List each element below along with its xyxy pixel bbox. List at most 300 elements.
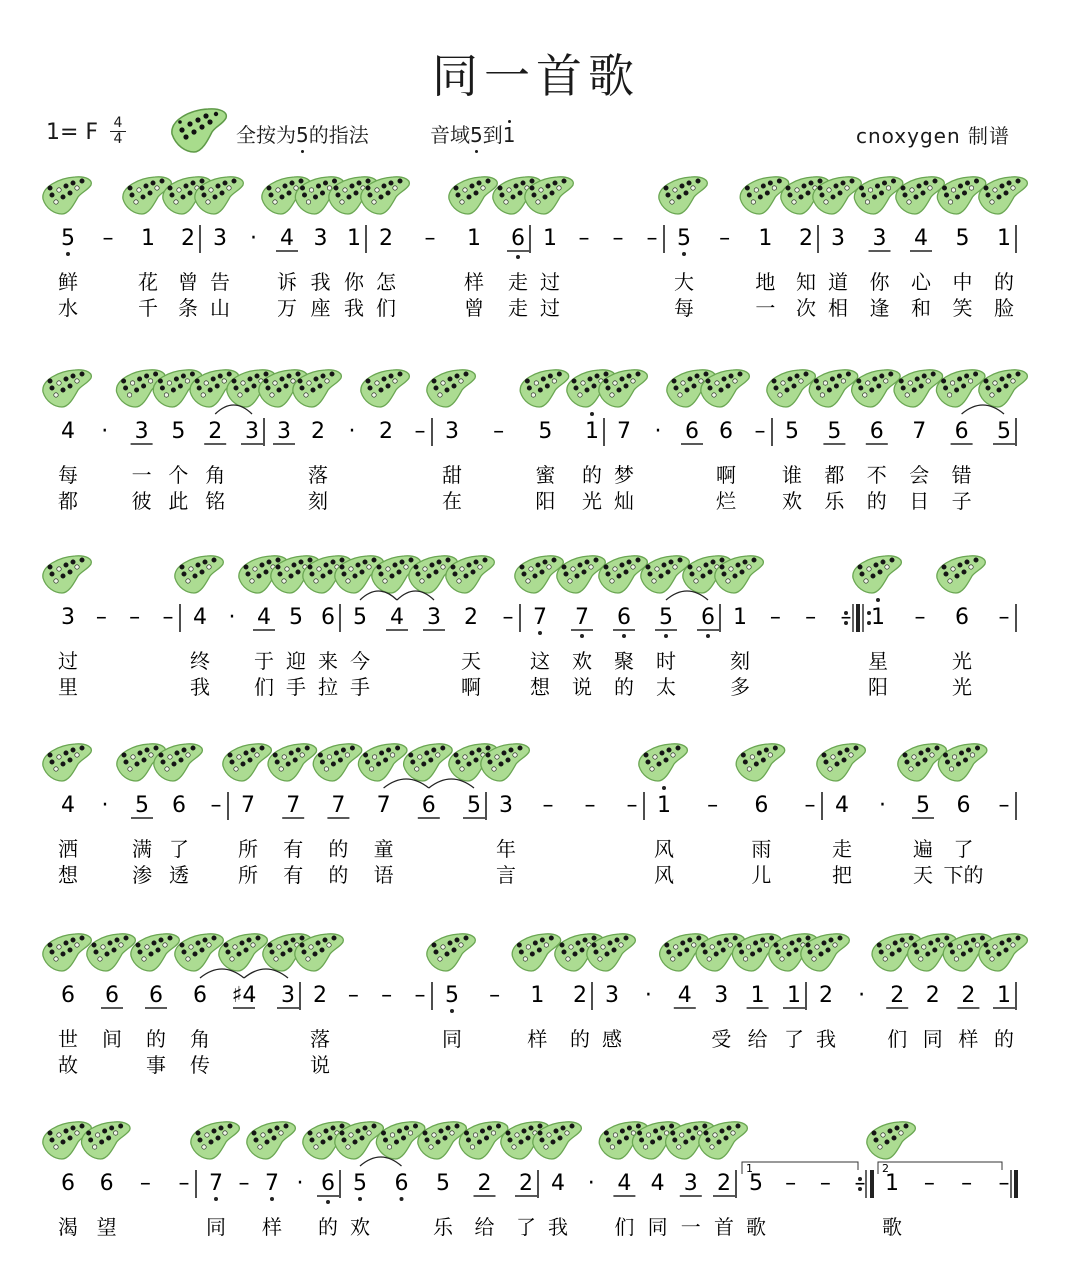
note: 6 — [149, 983, 163, 1008]
lyric-verse-1: 天 — [461, 649, 481, 673]
ocarina-icon — [43, 556, 91, 593]
lyric-verse-1: 年 — [496, 837, 516, 861]
note: 5 — [61, 226, 75, 251]
note: 5 — [916, 793, 930, 818]
note: 1 — [758, 226, 773, 251]
note: 6 — [172, 793, 186, 818]
note: – — [489, 983, 501, 1008]
ocarina-icon — [937, 556, 985, 593]
lyric-verse-1: 了 — [169, 837, 189, 861]
lyric-verse-1: 走 — [832, 837, 852, 861]
note: – — [998, 793, 1010, 818]
note: · — [348, 419, 356, 444]
lyric-verse-2: 天 — [913, 863, 933, 887]
ocarina-icon — [219, 934, 267, 971]
lyric-verse-1: 个 — [168, 463, 189, 487]
lyric-verse-2: 阳 — [535, 489, 556, 513]
note: 6 — [321, 605, 335, 630]
lyric-verse-2: 曾 — [464, 296, 484, 320]
note: 1 — [997, 983, 1011, 1008]
note: 4 — [61, 419, 75, 444]
lyric-verse-2: 座 — [310, 296, 331, 320]
note: – — [542, 793, 554, 818]
note: – — [493, 419, 505, 444]
lyric-verse-2: 水 — [58, 296, 78, 320]
note: 5 — [827, 419, 842, 444]
note: 4 — [193, 605, 207, 630]
note: – — [210, 793, 222, 818]
ocarina-icon — [936, 370, 984, 407]
lyric-verse-1: 会 — [909, 463, 930, 487]
lyric-verse-1: 道 — [828, 270, 848, 294]
lyric-verse-2: 的 — [328, 863, 349, 887]
ocarina-icon — [512, 934, 560, 971]
fingering-note-digit: 5 — [296, 123, 309, 147]
fingering-prefix: 全按为 — [236, 123, 296, 147]
lyric-verse-1: 了 — [516, 1215, 536, 1239]
note: 4 — [617, 1171, 632, 1196]
ocarina-icon — [313, 744, 361, 781]
note: · — [858, 983, 866, 1008]
lyric-verse-2: 阳 — [868, 675, 888, 699]
note: 6 — [105, 983, 119, 1008]
ocarina-icon — [599, 556, 647, 593]
high-octave-dot — [876, 598, 880, 602]
lyric-verse-1: 感 — [602, 1027, 622, 1051]
note: 7 — [209, 1171, 223, 1196]
range-prefix: 音域 — [430, 123, 470, 147]
lyric-verse-1: 样 — [958, 1027, 979, 1051]
note: 2 — [477, 1171, 492, 1196]
lyric-verse-2: 逢 — [869, 296, 890, 320]
note: 4 — [280, 226, 294, 251]
lyric-verse-2: 烂 — [716, 489, 736, 513]
note: 4 — [257, 605, 271, 630]
note: 7 — [617, 419, 631, 444]
note: – — [998, 1171, 1010, 1196]
ocarina-icon — [43, 177, 91, 214]
low-octave-dot — [66, 252, 70, 256]
note: – — [719, 226, 731, 251]
note: – — [707, 793, 719, 818]
note: 5 — [677, 226, 691, 251]
lyric-verse-1: 过 — [540, 270, 560, 294]
lyric-verse-1: 诉 — [277, 270, 297, 294]
lyric-verse-1: 刻 — [730, 649, 750, 673]
note: 6 — [617, 605, 631, 630]
ocarina-icon — [268, 744, 316, 781]
ocarina-icon — [809, 370, 857, 407]
ocarina-icon — [557, 556, 605, 593]
note: 7 — [533, 605, 547, 630]
lyric-verse-1: 我 — [548, 1215, 568, 1239]
ocarina-icon — [175, 556, 223, 593]
note: 1 — [657, 793, 671, 818]
note: – — [923, 1171, 935, 1196]
lyric-verse-1: 都 — [824, 463, 845, 487]
lyric-verse-2: 手 — [350, 675, 370, 699]
note: 2 — [311, 419, 325, 444]
range-mid: 到 — [482, 123, 503, 147]
lyric-verse-2: 走 — [508, 296, 528, 320]
note: 6 — [955, 605, 969, 630]
note: 1 — [530, 983, 545, 1008]
lyric-verse-1: 花 — [138, 270, 158, 294]
lyric-verse-2: 所 — [238, 863, 258, 887]
lyric-verse-1: 光 — [952, 649, 972, 673]
low-octave-dot — [400, 1197, 404, 1201]
lyric-verse-2: 说 — [310, 1053, 330, 1077]
lyric-verse-1: 渴 — [58, 1215, 78, 1239]
ocarina-icon — [767, 370, 815, 407]
range-low: 5 — [470, 123, 483, 147]
note: 4 — [61, 793, 75, 818]
low-octave-dot — [580, 634, 584, 638]
lyric-verse-2: 彼 — [131, 489, 152, 513]
note: – — [805, 605, 817, 630]
low-octave-dot — [664, 634, 668, 638]
note: 3 — [714, 983, 729, 1008]
note: 5 — [749, 1171, 763, 1196]
note: 1 — [871, 605, 885, 630]
lyric-verse-1: 这 — [530, 649, 550, 673]
lyric-verse-1: 过 — [58, 649, 78, 673]
lyric-verse-1: 心 — [911, 270, 931, 294]
note: – — [381, 983, 393, 1008]
key-signature: 1= F — [46, 120, 99, 145]
ocarina-icon — [853, 556, 901, 593]
lyric-verse-1: 梦 — [614, 463, 634, 487]
note: · — [879, 793, 886, 818]
lyric-verse-1: 中 — [952, 270, 973, 294]
lyric-verse-2: 都 — [58, 489, 78, 513]
ocarina-icon — [427, 370, 475, 407]
note: – — [804, 793, 816, 818]
lyric-verse-2: 想 — [58, 863, 78, 887]
ocarina-icon — [520, 370, 568, 407]
note: 5 — [353, 1171, 367, 1196]
lyric-verse-1: 怎 — [376, 270, 396, 294]
note: 1 — [347, 226, 361, 251]
note: · — [250, 226, 257, 251]
lyric-verse-1: 星 — [868, 649, 888, 673]
lyric-verse-1: 满 — [132, 837, 152, 861]
lyric-verse-2: 我 — [344, 296, 364, 320]
note: – — [819, 1171, 831, 1196]
ocarina-icon — [223, 744, 271, 781]
note: 4 — [914, 226, 928, 251]
note: 5 — [785, 419, 799, 444]
lyric-verse-2: 次 — [796, 296, 816, 320]
note: 1 — [885, 1171, 899, 1196]
note: · — [654, 419, 662, 444]
note: 4 — [835, 793, 849, 818]
note: 3 — [445, 419, 459, 444]
note: 3 — [61, 605, 75, 630]
low-octave-dot — [270, 1197, 274, 1201]
note: 7 — [241, 793, 255, 818]
lyric-verse-2: 万 — [277, 296, 297, 320]
lyric-verse-1: 落 — [308, 463, 328, 487]
note: 5 — [436, 1171, 450, 1196]
lyric-verse-1: 我 — [816, 1027, 836, 1051]
lyric-verse-1: 于 — [254, 649, 274, 673]
note: 2 — [464, 605, 478, 630]
ocarina-icon — [639, 744, 687, 781]
note: 2 — [379, 226, 393, 251]
lyric-verse-2: 光 — [952, 675, 972, 699]
fingering-suffix: 的指法 — [308, 123, 369, 147]
note: 1 — [787, 983, 801, 1008]
lyric-verse-1: 遍 — [913, 837, 933, 861]
note: 2 — [573, 983, 587, 1008]
range-high: 1 — [503, 123, 516, 147]
lyric-verse-2: 下的 — [943, 863, 984, 887]
lyric-verse-2: 相 — [828, 296, 848, 320]
lyric-verse-2: 事 — [146, 1053, 166, 1077]
lyric-verse-1: 角 — [205, 463, 226, 487]
lyric-verse-1: 告 — [210, 270, 230, 294]
lyric-verse-2: 刻 — [308, 489, 328, 513]
note: – — [129, 605, 141, 630]
lyric-verse-2: 笑 — [952, 296, 973, 320]
lyric-verse-1: 乐 — [433, 1215, 453, 1239]
note: 2 — [819, 983, 833, 1008]
ocarina-icon — [449, 177, 497, 214]
note: – — [998, 605, 1010, 630]
lyric-verse-1: 知 — [796, 270, 816, 294]
note: 6 — [701, 605, 715, 630]
ocarina-icon — [427, 934, 475, 971]
lyric-verse-1: 的 — [318, 1215, 338, 1239]
ocarina-icon — [361, 370, 409, 407]
lyric-verse-2: 条 — [178, 296, 198, 320]
note: – — [584, 793, 596, 818]
note: · — [296, 1171, 304, 1196]
note: 2 — [890, 983, 905, 1008]
note: 3 — [427, 605, 441, 630]
lyric-verse-2: 过 — [540, 296, 560, 320]
lyric-verse-1: 受 — [711, 1027, 732, 1051]
lyric-verse-1: 走 — [508, 270, 528, 294]
lyric-verse-2: 们 — [376, 296, 396, 320]
note: 7 — [265, 1171, 279, 1196]
lyric-verse-1: 今 — [350, 649, 370, 673]
lyric-verse-2: 们 — [254, 675, 274, 699]
note: – — [414, 983, 426, 1008]
lyric-verse-2: 的 — [614, 675, 634, 699]
lyric-verse-2: 每 — [674, 296, 694, 320]
note: 2 — [181, 226, 195, 251]
lyric-verse-1: 的 — [582, 463, 602, 487]
note: 3 — [277, 419, 291, 444]
note: 2 — [313, 983, 327, 1008]
lyric-verse-2: 传 — [190, 1053, 210, 1077]
ocarina-icon — [867, 1122, 915, 1159]
lyric-verse-2: 多 — [730, 675, 750, 699]
ocarina-icon — [736, 744, 784, 781]
lyric-verse-2: 灿 — [614, 489, 634, 513]
note: 6 — [321, 1171, 335, 1196]
lyric-verse-1: 所 — [238, 837, 258, 861]
lyric-verse-1: 了 — [953, 837, 974, 861]
note: 2 — [519, 1171, 533, 1196]
note: · — [101, 419, 109, 444]
ocarina-icon — [43, 370, 91, 407]
lyric-verse-1: 歌 — [746, 1215, 766, 1239]
note: 5 — [997, 419, 1011, 444]
lyric-verse-2: 里 — [58, 675, 78, 699]
lyric-verse-1: 地 — [755, 270, 776, 294]
note: 5 — [467, 793, 481, 818]
note: – — [785, 1171, 797, 1196]
lyric-verse-1: 每 — [58, 463, 78, 487]
lyric-verse-1: 大 — [674, 270, 694, 294]
lyric-verse-1: 洒 — [58, 837, 78, 861]
note: – — [626, 793, 638, 818]
lyric-verse-1: 同 — [922, 1027, 943, 1051]
lyric-verse-2: 言 — [496, 863, 516, 887]
lyric-verse-1: 世 — [58, 1027, 78, 1051]
note: – — [424, 226, 436, 251]
note: 6 — [754, 793, 769, 818]
note: – — [414, 419, 426, 444]
ocarina-icon — [515, 556, 563, 593]
note: – — [139, 1171, 151, 1196]
lyric-verse-2: 子 — [951, 489, 972, 513]
lyric-verse-2: 千 — [138, 296, 158, 320]
lyric-verse-1: 落 — [310, 1027, 330, 1051]
note: 1 — [141, 226, 155, 251]
note: · — [101, 793, 109, 818]
note: 2 — [961, 983, 976, 1008]
low-octave-dot — [450, 1009, 454, 1013]
note: 3 — [134, 419, 149, 444]
lyric-verse-1: 的 — [146, 1027, 166, 1051]
note: 3 — [313, 226, 328, 251]
lyric-verse-1: 你 — [869, 270, 890, 294]
note: 7 — [286, 793, 301, 818]
lyric-verse-2: 的 — [866, 489, 887, 513]
lyric-verse-1: 啊 — [716, 463, 736, 487]
note: – — [178, 1171, 190, 1196]
high-octave-dot — [590, 412, 594, 416]
ocarina-icon — [87, 934, 135, 971]
lyric-verse-2: 拉 — [318, 675, 338, 699]
note: – — [612, 226, 624, 251]
note: 6 — [99, 1171, 114, 1196]
note: 6 — [394, 1171, 409, 1196]
note: 2 — [379, 419, 393, 444]
lyric-verse-2: 和 — [911, 296, 931, 320]
ocarina-icon — [659, 177, 707, 214]
high-octave-dot — [662, 786, 666, 790]
note: · — [228, 605, 236, 630]
lyric-verse-1: 了 — [784, 1027, 804, 1051]
ocarina-icon — [979, 370, 1027, 407]
ocarina-icon — [43, 744, 91, 781]
note: 4 — [650, 1171, 665, 1196]
note: – — [347, 983, 359, 1008]
note: 1 — [733, 605, 747, 630]
ocarina-icon — [852, 370, 900, 407]
lyric-verse-2: 故 — [58, 1053, 78, 1077]
lyric-verse-2: 风 — [654, 863, 674, 887]
note: 3 — [281, 983, 295, 1008]
note: – — [162, 605, 174, 630]
lyric-verse-2: 儿 — [751, 863, 772, 887]
lyric-verse-1: 的 — [328, 837, 349, 861]
lyric-verse-1: 你 — [344, 270, 364, 294]
note: 6 — [954, 419, 969, 444]
lyric-verse-1: 鲜 — [58, 270, 78, 294]
note: – — [238, 1171, 250, 1196]
note: 5 — [353, 605, 367, 630]
note: 3 — [499, 793, 513, 818]
lyric-verse-2: 脸 — [994, 296, 1014, 320]
volta-number: 1 — [746, 1162, 753, 1175]
note: 5 — [538, 419, 553, 444]
lyric-verse-1: 有 — [283, 837, 304, 861]
note: 2 — [208, 419, 223, 444]
low-octave-dot — [358, 1197, 362, 1201]
note: 5 — [659, 605, 673, 630]
note: 4 — [551, 1171, 565, 1196]
lyric-verse-1: 同 — [647, 1215, 668, 1239]
note: 6 — [869, 419, 884, 444]
lyric-verse-2: 说 — [572, 675, 592, 699]
note: 5 — [955, 226, 970, 251]
lyric-verse-1: 迎 — [286, 649, 306, 673]
lyric-verse-1: 终 — [190, 649, 210, 673]
lyric-verse-1: 同 — [442, 1027, 462, 1051]
lyric-verse-2: 太 — [656, 675, 676, 699]
note: 6 — [193, 983, 207, 1008]
low-octave-dot — [706, 634, 710, 638]
note: 3 — [605, 983, 619, 1008]
low-octave-dot — [622, 634, 626, 638]
note: 4 — [677, 983, 692, 1008]
ocarina-icon — [404, 744, 452, 781]
ocarina-icon — [358, 744, 406, 781]
lyric-verse-1: 错 — [951, 463, 972, 487]
lyric-verse-1: 们 — [614, 1215, 635, 1239]
page-title: 同一首歌 — [432, 49, 640, 103]
lyric-verse-2: 日 — [909, 489, 930, 513]
lyric-verse-1: 童 — [373, 837, 394, 861]
note: 7 — [912, 419, 927, 444]
note: 6 — [61, 983, 75, 1008]
note: – — [646, 226, 658, 251]
note: 3 — [831, 226, 845, 251]
note: 6 — [61, 1171, 75, 1196]
note: – — [854, 1171, 866, 1196]
lyric-verse-1: 雨 — [751, 837, 772, 861]
note: 1 — [750, 983, 765, 1008]
lyric-verse-1: 给 — [474, 1215, 495, 1239]
note: 3 — [683, 1171, 698, 1196]
note: 7 — [575, 605, 589, 630]
lyric-verse-1: 首 — [714, 1215, 734, 1239]
lyric-verse-2: 在 — [442, 489, 462, 513]
time-signature-top: 4 — [113, 115, 123, 131]
lyric-verse-2: 乐 — [824, 489, 845, 513]
lyric-verse-2: 一 — [755, 296, 776, 320]
lyric-verse-1: 来 — [318, 649, 338, 673]
lyric-verse-2: 透 — [169, 863, 189, 887]
note: 2 — [799, 226, 813, 251]
low-octave-dot — [538, 631, 542, 635]
